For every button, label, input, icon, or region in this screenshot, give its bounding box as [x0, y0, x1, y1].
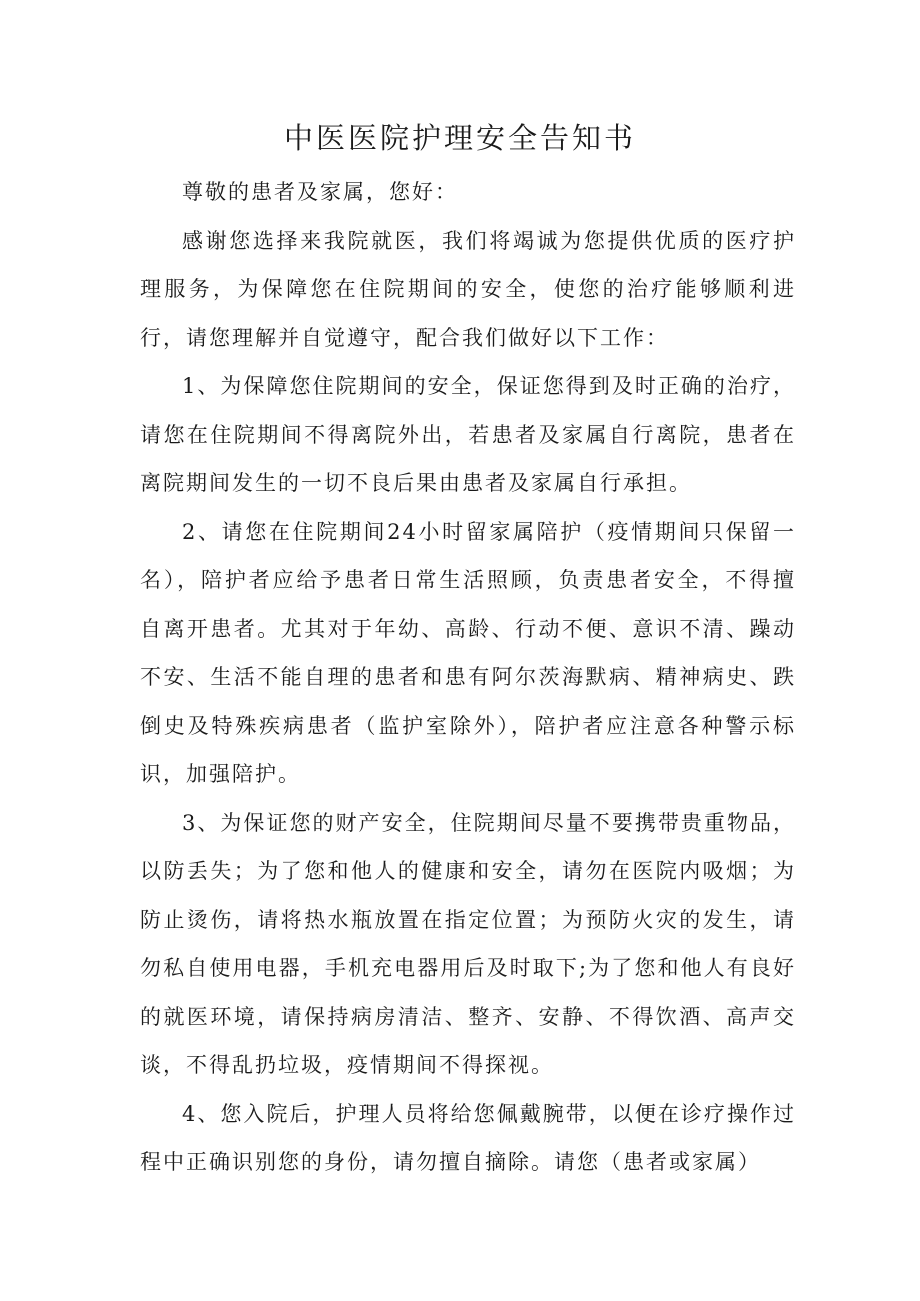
item-1-paragraph: 1、为保障您住院期间的安全，保证您得到及时正确的治疗，请您在住院期间不得离院外出，若患者及家属自行离院，患者在离院期间发生的一切不良后果由患者及家属自行承担。 — [140, 374, 796, 495]
item-2-paragraph: 2、请您在住院期间24小时留家属陪护（疫情期间只保留一名），陪护者应给予患者日常生活照顾，负责患者安全，不得擅自离开患者。尤其对于年幼、高龄、行动不便、意识不清、躁动不安、生活不能自理的患者和患有阿尔茨海默病、精神病史、跌倒史及特殊疾病患者（监护室除外），陪护者应注意各种警示标识，加强陪护。 — [140, 519, 796, 786]
document-title: 中医医院护理安全告知书 — [283, 121, 636, 155]
intro-paragraph: 感谢您选择来我院就医，我们将竭诚为您提供优质的医疗护理服务，为保障您在住院期间的安全，使您的治疗能够顺利进行，请您理解并自觉遵守，配合我们做好以下工作： — [140, 228, 796, 350]
greeting-paragraph: 尊敬的患者及家属，您好： — [182, 180, 458, 204]
item-3-paragraph: 3、为保证您的财产安全，住院期间尽量不要携带贵重物品，以防丢失；为了您和他人的健康和安全，请勿在医院内吸烟；为防止烫伤，请将热水瓶放置在指定位置；为预防火灾的发生，请勿私自使用电器，手机充电器用后及时取下;为了您和他人有良好的就医环境，请保持病房清洁、整齐、安静、不得饮酒、高声交谈，不得乱扔垃圾，疫情期间不得探视。 — [140, 810, 796, 1077]
item-4-paragraph: 4、您入院后，护理人员将给您佩戴腕带，以便在诊疗操作过程中正确识别您的身份，请勿擅自摘除。请您（患者或家属） — [140, 1101, 796, 1174]
document-body — [140, 168, 796, 1187]
